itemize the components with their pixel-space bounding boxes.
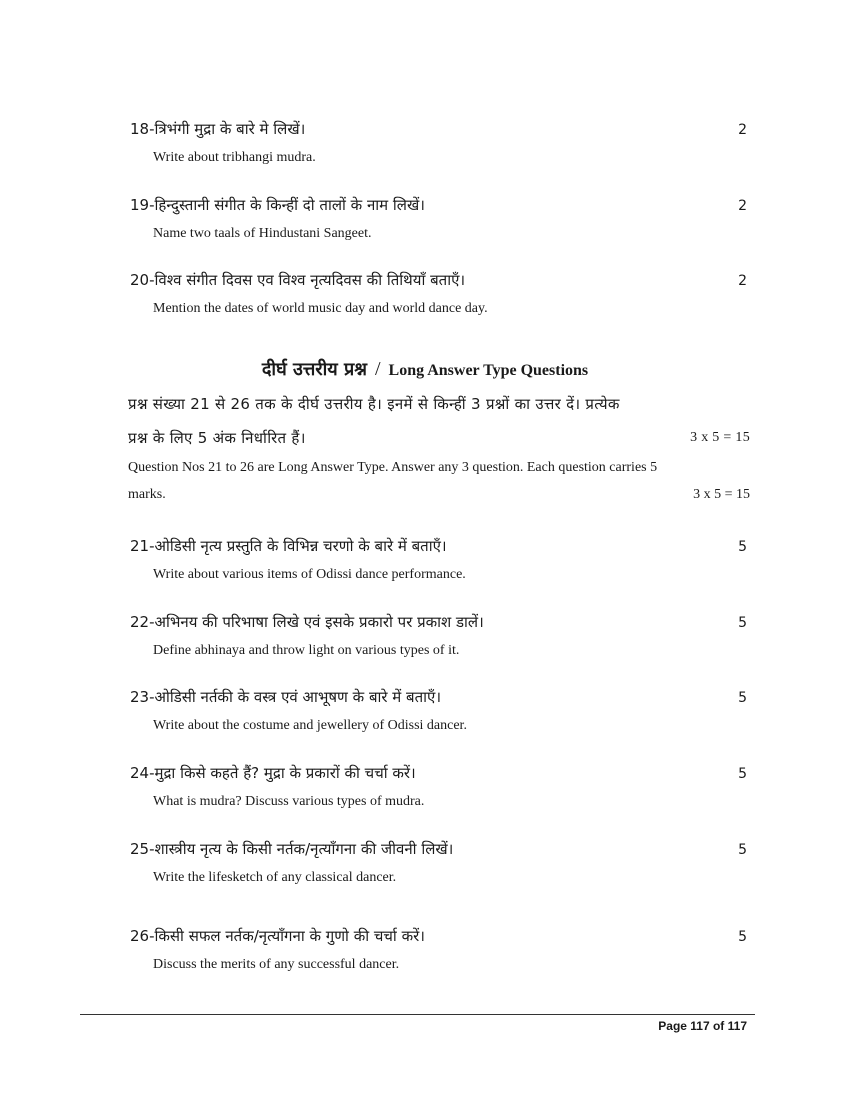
- instruction-english-total: 3 x 5 = 15: [693, 487, 750, 502]
- question-marks: 2: [738, 273, 747, 289]
- question-text-english: Write about various items of Odissi dance performance.: [153, 567, 466, 582]
- question-text-hindi: 20-विश्व संगीत दिवस एव विश्व नृत्यदिवस की तिथियाँ बताएँ।: [130, 271, 466, 289]
- question-marks: 2: [738, 198, 747, 214]
- question-text-english: Write the lifesketch of any classical dancer.: [153, 870, 397, 885]
- question-text-english: What is mudra? Discuss various types of mudra.: [153, 794, 425, 809]
- instruction-hindi-line-2: [128, 428, 750, 448]
- instruction-hindi-text-2: प्रश्न के लिए 5 अंक निर्धारित हैं।: [128, 429, 306, 447]
- question-marks: 5: [738, 539, 747, 555]
- question-text-hindi: 24-मुद्रा किसे कहते हैं? मुद्रा के प्रकारों की चर्चा करें।: [130, 764, 416, 782]
- section-heading-hindi: दीर्घ उत्तरीय प्रश्न: [261, 359, 367, 380]
- instruction-hindi-total: 3 x 5 = 15: [690, 430, 750, 445]
- footer-divider: [80, 1014, 755, 1015]
- question-marks: 5: [738, 690, 747, 706]
- question-text-hindi: 25-शास्त्रीय नृत्य के किसी नर्तक/नृत्याँगना की जीवनी लिखें।: [130, 840, 454, 858]
- question-text-english: Define abhinaya and throw light on various types of it.: [153, 643, 460, 658]
- question-text-english: Name two taals of Hindustani Sangeet.: [153, 226, 372, 241]
- page-number: Page 117 of 117: [658, 1019, 747, 1033]
- question-text-hindi: 21-ओडिसी नृत्य प्रस्तुति के विभिन्न चरणो के बारे में बताएँ।: [130, 537, 447, 555]
- question-text-hindi: 19-हिन्दुस्तानी संगीत के किन्हीं दो तालों के नाम लिखें।: [130, 196, 425, 214]
- question-text-hindi: 18-त्रिभंगी मुद्रा के बारे मे लिखें।: [130, 120, 306, 138]
- section-heading-separator: /: [374, 358, 381, 380]
- question-text-hindi: 23-ओडिसी नर्तकी के वस्त्र एवं आभूषण के बारे में बताएँ।: [130, 688, 442, 706]
- question-text-hindi: 26-किसी सफल नर्तक/नृत्याँगना के गुणो की चर्चा करें।: [130, 927, 425, 945]
- question-marks: 5: [738, 929, 747, 945]
- question-marks: 5: [738, 766, 747, 782]
- instruction-hindi-line-1: [128, 394, 750, 414]
- question-text-english: Write about the costume and jewellery of Odissi dancer.: [153, 718, 467, 733]
- question-marks: 5: [738, 615, 747, 631]
- section-heading-english: Long Answer Type Questions: [388, 362, 589, 379]
- question-text-hindi: 22-अभिनय की परिभाषा लिखे एवं इसके प्रकारो पर प्रकाश डालें।: [130, 613, 484, 631]
- question-text-english: Mention the dates of world music day and world dance day.: [153, 301, 488, 316]
- question-text-english: Discuss the merits of any successful dancer.: [153, 957, 400, 972]
- question-marks: 5: [738, 842, 747, 858]
- instruction-english-line-1: [128, 459, 750, 477]
- instruction-hindi-text-1: प्रश्न संख्या 21 से 26 तक के दीर्घ उत्तरीय है। इनमें से किन्हीं 3 प्रश्नों का उत्तर दें। प्रत्येक: [128, 395, 620, 413]
- instruction-english-text-2: marks.: [128, 487, 166, 502]
- section-heading: [0, 356, 850, 384]
- question-text-english: Write about tribhangi mudra.: [153, 150, 316, 165]
- question-marks: 2: [738, 122, 747, 138]
- instruction-english-text-1: Question Nos 21 to 26 are Long Answer Type. Answer any 3 question. Each question carries 5: [128, 460, 658, 475]
- instruction-english-line-2: [128, 486, 750, 504]
